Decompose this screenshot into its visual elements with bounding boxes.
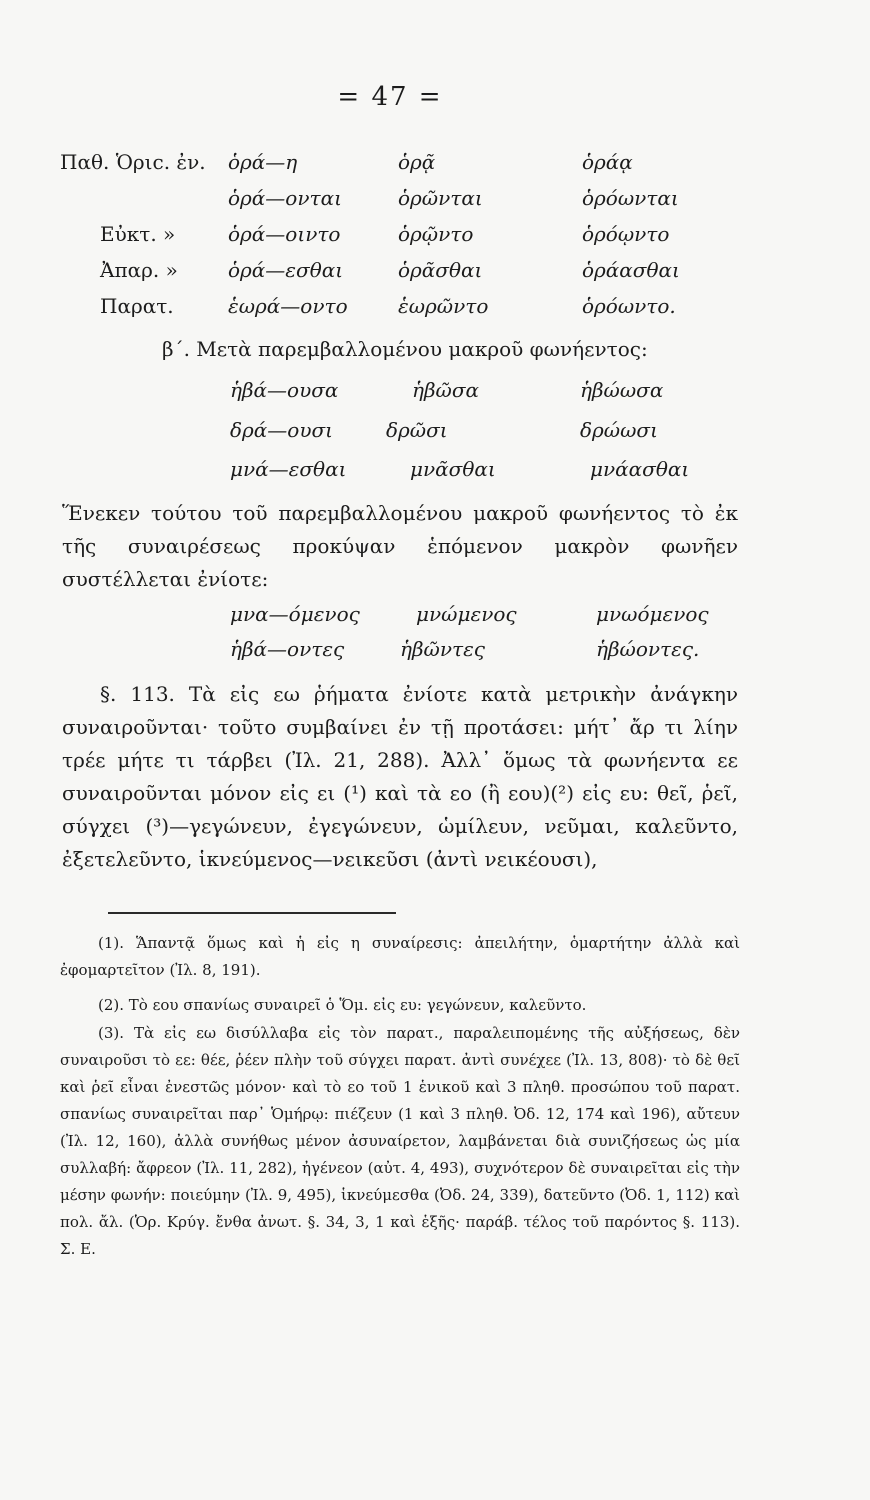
form-uncontracted: ὁρά—οιντο — [228, 222, 341, 246]
form-distended: ἡβώωσα — [580, 378, 664, 402]
footnote-divider — [108, 912, 396, 914]
form-distended: μνάασθαι — [590, 457, 690, 481]
footnote-3: (3). Τὰ εἰς εω δισύλλαβα εἰς τὸν παρατ., παραλειπομένης τῆς αὐξήσεως, δὲν συναιροῦσι τὸ εε: θέε, ῥέεν πλὴν τοῦ σύγχει παρατ. ἀντὶ συνέχεε (Ἰλ. 13, 808)· τὸ δὲ θεῖ καὶ ῥεῖ εἶναι ἐνεστῶς μόνον· καὶ τὸ εο τοῦ 1 ἑνικοῦ καὶ 3 πληθ. προσώπου τοῦ παρατ. σπανίως συναιρεῖται παρ᾽ Ὁμήρῳ: πιέζευν (1 καὶ 3 πληθ. Ὀδ. 12, 174 καὶ 196), αὔτευν (Ἰλ. 12, 160), ἀλλὰ συνήθως μένον ἀσυναίρετον, λαμβάνεται διὰ συνιζήσεως ὡς μία συλλαβή: ἄφρεον (Ἰλ. 11, 282), ἠγένεον (αὐτ. 4, 493), συχνότερον δὲ συναιρεῖται εἰς τὴν μέσην φωνήν: ποιεύμην (Ἰλ. 9, 495), ἱκνεύμεσθα (Ὀδ. 24, 339), δατεῦντο (Ὀδ. 1, 112) καὶ πολ. ἄλ. (Ὁρ. Κρύγ. ἔνθα ἀνωτ. §. 34, 3, 1 καὶ ἑξῆς· παράβ. τέλος τοῦ παρόντος §. 113). Σ. Ε. — [60, 1024, 740, 1258]
form-distended: ὁρόῳντο — [582, 222, 670, 246]
section-113-paragraph: §. 113. Τὰ εἰς εω ῥήματα ἐνίοτε κατὰ μετρικὴν ἀνάγκην συναιροῦνται· τοῦτο συμβαίνει ἐν τῇ προτάσει: μήτ᾽ ἄρ τι λίην τρέε μήτε τι τάρβει (Ἰλ. 21, 288). Ἀλλ᾽ ὅμως τὰ φωνήεντα εε συναιροῦνται μόνον εἰς ει (¹) καὶ τὰ εο (ἢ εου)(²) εἰς ευ: θεῖ, ῥεῖ, σύγχει (³)—γεγώνευν, ἐγεγώνευν, ὡμίλευν, νεῦμαι, καλεῦντο, ἐξετελεῦντο, ἱκνεύμενος—νεικεῦσι (ἀντὶ νεικέουσι), — [62, 682, 738, 871]
form-distended: ὁρόωντο. — [582, 294, 676, 318]
page-number: = 47 = — [337, 82, 443, 112]
form-uncontracted: ἑωρά—οντο — [228, 294, 348, 318]
row-label: Ἀπαρ. » — [100, 258, 178, 282]
form-contracted: ὁρᾶσθαι — [398, 258, 483, 282]
row-label: Παρατ. — [100, 294, 174, 318]
form-uncontracted: μνά—εσθαι — [230, 457, 347, 481]
footnote-2: (2). Τὸ εου σπανίως συναιρεῖ ὁ Ὅμ. εἰς ευ: γεγώνευν, καλεῦντο. — [98, 996, 587, 1014]
form-contracted: ὁρᾷ — [398, 150, 436, 174]
form-distended: δρώωσι — [580, 418, 658, 442]
form-uncontracted: ὁρά—ονται — [228, 186, 342, 210]
form-distended: ὁρόωνται — [582, 186, 679, 210]
form-contracted: ὁρῶνται — [398, 186, 483, 210]
section-beta-heading: β΄. Μετὰ παρεμβαλλομένου μακροῦ φωνήεντος: — [162, 337, 648, 361]
paragraph-shortening: Ἕνεκεν τούτου τοῦ παρεμβαλλομένου μακροῦ φωνήεντος τὸ ἐκ τῆς συναιρέσεως προκύψαν ἑπόμενον μακρὸν φωνῆεν συστέλλεται ἐνίοτε: — [62, 501, 738, 591]
footnote-1: (1). Ἅπαντᾷ ὅμως καὶ ἡ εἰς η συναίρεσις: ἀπειλήτην, ὁμαρτήτην ἀλλὰ καὶ ἐφομαρτεῖτον (Ἰλ. 8, 191). — [60, 934, 740, 979]
form-uncontracted: ὁρά—εσθαι — [228, 258, 344, 282]
form-contracted: ὁρῷντο — [398, 222, 474, 246]
row-label: Παθ. Ὁριϲ. ἐν. — [60, 150, 206, 174]
form-contracted: μνᾶσθαι — [410, 457, 496, 481]
form-contracted: ἡβῶντες — [400, 637, 486, 661]
form-uncontracted: μνα—όμενος — [230, 602, 360, 626]
form-distended: μνωόμενος — [596, 602, 709, 626]
form-contracted: μνώμενος — [416, 602, 517, 626]
form-distended: ἡβώοντες. — [596, 637, 700, 661]
form-uncontracted: ἡβά—οντες — [230, 637, 345, 661]
form-uncontracted: δρά—ουσι — [230, 418, 333, 442]
row-label: Εὐκτ. » — [100, 222, 176, 246]
form-distended: ὁράᾳ — [582, 150, 633, 174]
form-contracted: ἑωρῶντο — [398, 294, 489, 318]
form-uncontracted: ὁρά—η — [228, 150, 298, 174]
form-uncontracted: ἡβά—ουσα — [230, 378, 339, 402]
form-contracted: δρῶσι — [386, 418, 448, 442]
form-distended: ὁράασθαι — [582, 258, 680, 282]
form-contracted: ἡβῶσα — [412, 378, 480, 402]
